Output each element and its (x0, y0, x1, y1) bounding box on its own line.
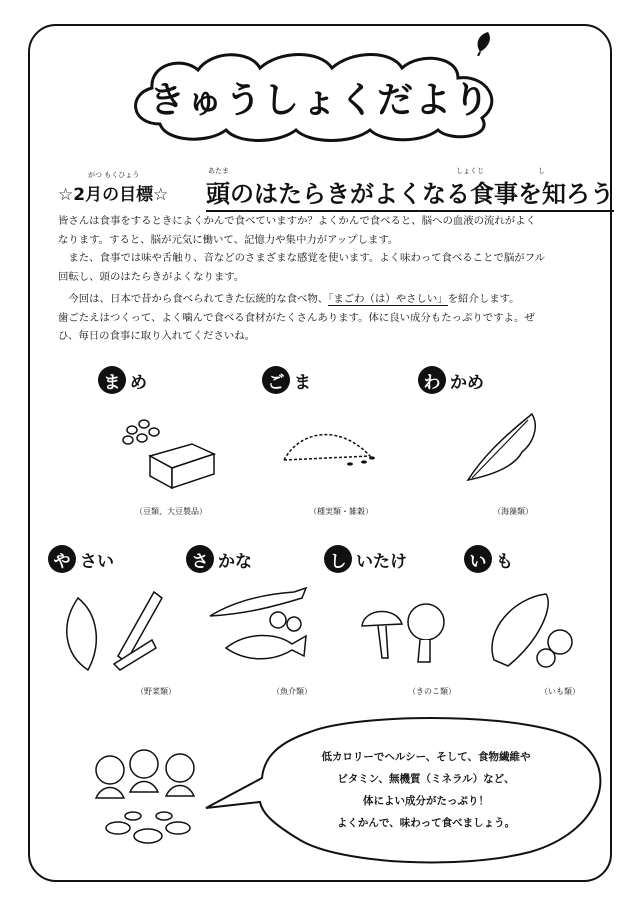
food-caption: （きのこ類） (408, 687, 456, 696)
bubble-line: 体によい成分がたっぷり！ (363, 795, 489, 807)
vegetables-illustration (58, 584, 168, 674)
food-heading-imo (464, 545, 513, 573)
food-rest: さい (80, 551, 114, 572)
beans-tofu-illustration (118, 410, 218, 490)
food-caption: （海藻類） (493, 507, 533, 516)
goal-text: 頭のはたらきがよくなる食事を知ろう (206, 174, 614, 212)
wakame-illustration (462, 408, 552, 488)
goal-ruby-atama: あたま (208, 167, 229, 175)
intro-line: また、食事では味や舌触り、音などのさまざまな感覚を使います。よく味わって食べることで脳がフル (58, 252, 546, 264)
bubble-line: よくかんで、味わって食べましょう。 (336, 817, 516, 829)
bubble-line: 低カロリーでヘルシー、そして、食物繊維や (321, 751, 531, 763)
food-rest: かな (218, 551, 252, 572)
speech-bubble-text (288, 746, 564, 834)
food-initial: や (48, 545, 76, 573)
food-initial: い (464, 545, 492, 573)
para2-highlight: 「まごわ（は）やさしい」 (328, 293, 448, 305)
food-rest: かめ (450, 372, 484, 393)
food-initial: わ (418, 366, 446, 394)
intro-line: 皆さんは食事をするときによくかんで食べていますか？よくかんで食べると、脳への血液の流れがよく (58, 215, 536, 227)
para2-line (58, 290, 588, 309)
food-rest: も (496, 551, 513, 572)
food-rest: ま (294, 372, 311, 393)
food-initial: ま (98, 366, 126, 394)
food-heading-wakame (418, 366, 484, 394)
fish-illustration (206, 586, 310, 670)
bubble-line: ビタミン、無機質（ミネラル）など、 (337, 773, 515, 785)
para2-before: 今回は、日本で昔から食べられてきた伝統的な食べ物、 (58, 293, 329, 305)
para2-line: 歯ごたえはつくって、よく噛んで食べる食材がたくさんあります。体に良い成分もたっぷりですよ。ぜ (58, 311, 535, 324)
food-heading-sakana (186, 545, 252, 573)
intro-line: 回転し、頭のはたらきがよくなります。 (58, 270, 245, 283)
food-initial: さ (186, 545, 214, 573)
food-heading-shiitake (324, 545, 407, 573)
potato-illustration (484, 590, 584, 674)
page-title: きゅうしょくだより (148, 80, 491, 121)
food-heading-goma (262, 366, 311, 394)
goal-ruby-shi: し (538, 167, 545, 175)
para2-after: を紹介します。 (447, 293, 520, 305)
food-caption: （魚介類） (272, 687, 312, 696)
food-caption: （種実類・雑穀） (309, 507, 373, 516)
mushroom-illustration (358, 596, 448, 668)
goal-ruby-shokuji: しょくじ (456, 167, 484, 175)
food-heading-yasai (48, 545, 114, 573)
food-caption: （いも類） (540, 687, 580, 696)
food-heading-mame (98, 366, 147, 394)
intro-line: なります。すると、脳が元気に働いて、記憶力や集中力がアップします。 (58, 233, 399, 246)
para2-line: ひ、毎日の食事に取り入れてくださいね。 (58, 330, 256, 342)
food-initial: し (324, 545, 352, 573)
food-caption: （野菜類） (136, 687, 176, 696)
food-rest: いたけ (356, 551, 407, 572)
intro-paragraph (58, 212, 588, 286)
goal-label-ruby: がつ もくひょう (88, 171, 140, 179)
children-eating-illustration (88, 744, 208, 854)
monthly-goal (58, 167, 614, 210)
sesame-illustration (280, 420, 380, 470)
food-initial: ご (262, 366, 290, 394)
food-caption: （豆類、大豆製品） (135, 507, 207, 516)
food-rest: め (130, 372, 147, 393)
goal-label: ☆2月の目標☆ (58, 185, 169, 205)
magowayasashii-paragraph (58, 290, 588, 346)
